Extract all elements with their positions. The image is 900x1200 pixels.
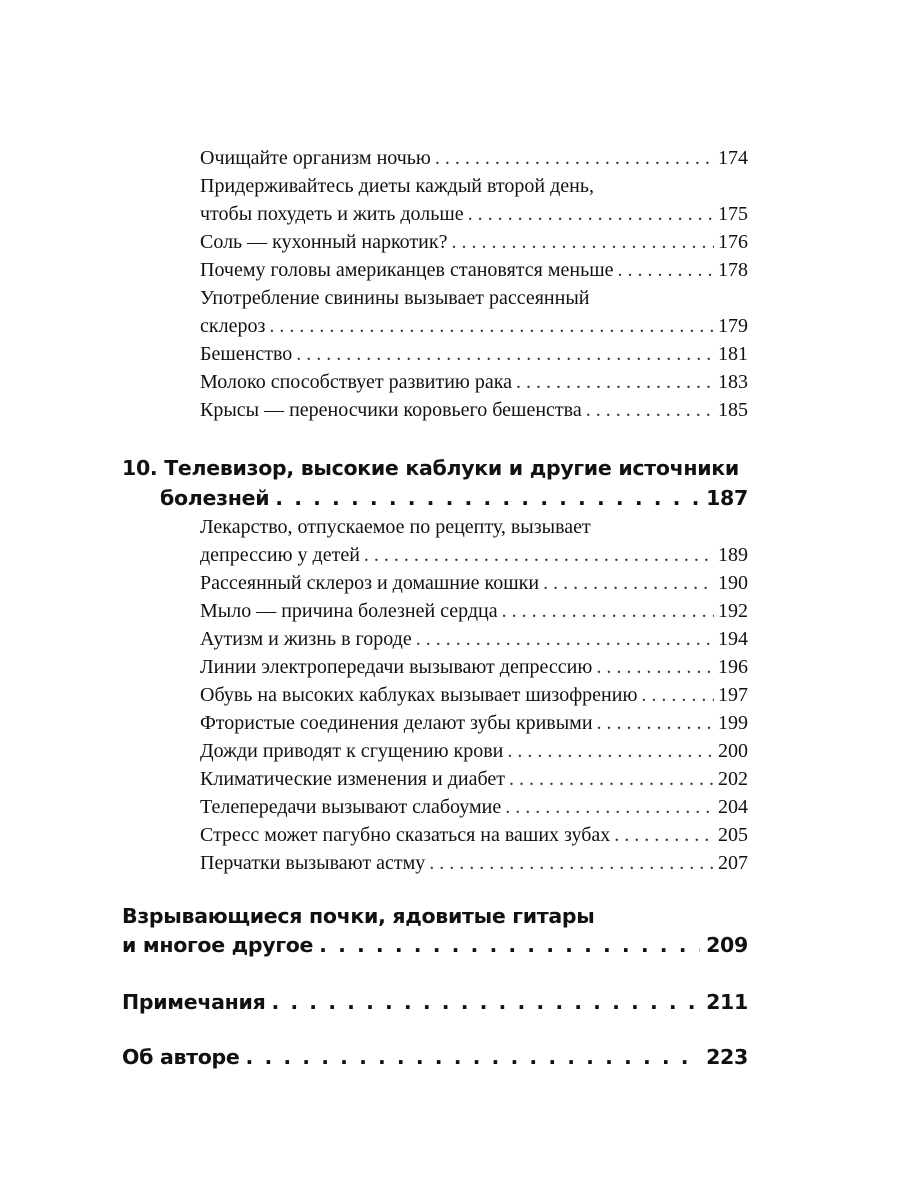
- toc-entry-title: Бешенство: [200, 343, 293, 365]
- dot-leader: [275, 482, 700, 514]
- dot-leader: [586, 396, 714, 424]
- dot-leader: [429, 849, 714, 877]
- toc-entry: [200, 765, 748, 793]
- toc-page-number: 187: [706, 486, 748, 510]
- toc-entry: [200, 569, 748, 597]
- chapter-heading: [122, 986, 748, 1018]
- toc-entry: [200, 653, 748, 681]
- toc-entry-title: Дожди приводят к сгущению крови: [200, 740, 504, 762]
- toc-entry: [200, 396, 748, 424]
- toc-entry-title: склероз: [200, 315, 266, 337]
- toc-entry-title: Фтористые соединения делают зубы кривыми: [200, 712, 593, 734]
- dot-leader: [597, 709, 714, 737]
- dot-leader: [296, 340, 714, 368]
- dot-leader: [416, 625, 714, 653]
- toc-page-number: 211: [706, 990, 748, 1014]
- toc-entry-title: Аутизм и жизнь в городе: [200, 628, 412, 650]
- toc-entry: [200, 681, 748, 709]
- chapter-heading-title: и многое другое: [122, 933, 314, 957]
- toc-entry: [200, 597, 748, 625]
- toc-entry-title: Соль — кухонный наркотик?: [200, 231, 448, 253]
- dot-leader: [543, 569, 714, 597]
- toc-entry: [200, 737, 748, 765]
- toc-page-number: 205: [718, 824, 748, 846]
- chapter-heading-title: болезней: [160, 486, 270, 510]
- toc-entry: [200, 144, 748, 172]
- toc-entry: [200, 368, 748, 396]
- toc-page-number: 185: [718, 399, 748, 421]
- toc-page-number: 183: [718, 371, 748, 393]
- toc-entry-title: Перчатки вызывают астму: [200, 852, 426, 874]
- toc-page-number: 223: [706, 1045, 748, 1069]
- toc-entry: [200, 312, 748, 340]
- dot-leader: [614, 821, 714, 849]
- chapter-heading-first-line: Взрывающиеся почки, ядовитые гитары: [122, 904, 595, 928]
- toc-page-number: 207: [718, 852, 748, 874]
- chapter-heading-title: Примечания: [122, 990, 266, 1014]
- chapter-heading-first-line: 10. Телевизор, высокие каблуки и другие источники: [122, 456, 739, 480]
- dot-leader: [319, 929, 700, 961]
- toc-entry-first-line: Лекарство, отпускаемое по рецепту, вызывает: [200, 516, 591, 538]
- toc-entry: [200, 849, 748, 877]
- toc-page-number: 194: [718, 628, 748, 650]
- toc-entry-title: Рассеянный склероз и домашние кошки: [200, 572, 540, 594]
- dot-leader: [509, 765, 714, 793]
- toc-entry-title: депрессию у детей: [200, 544, 360, 566]
- chapter-heading: [122, 482, 748, 514]
- toc-entry-title: Молоко способствует развитию рака: [200, 371, 513, 393]
- dot-leader: [246, 1041, 701, 1073]
- toc-page-number: 199: [718, 712, 748, 734]
- toc-page-number: 179: [718, 315, 748, 337]
- toc-entry-title: Почему головы американцев становятся меньше: [200, 259, 614, 281]
- toc-page-number: 181: [718, 343, 748, 365]
- toc-page-number: 202: [718, 768, 748, 790]
- toc-entry: [200, 200, 748, 228]
- dot-leader: [617, 256, 714, 284]
- toc-entry: [200, 625, 748, 653]
- toc-page-number: 192: [718, 600, 748, 622]
- dot-leader: [502, 597, 714, 625]
- toc-entry-title: Очищайте организм ночью: [200, 147, 431, 169]
- toc-page-number: 197: [718, 684, 748, 706]
- toc-entry-title: Телепередачи вызывают слабоумие: [200, 796, 502, 818]
- toc-entry-title: Мыло — причина болезней сердца: [200, 600, 498, 622]
- toc-page-number: 204: [718, 796, 748, 818]
- toc-entry-first-line: Придерживайтесь диеты каждый второй день,: [200, 175, 594, 197]
- dot-leader: [269, 312, 714, 340]
- toc-entry-title: Крысы — переносчики коровьего бешенства: [200, 399, 582, 421]
- toc-page-number: 176: [718, 231, 748, 253]
- toc-page-number: 189: [718, 544, 748, 566]
- toc-page-number: 200: [718, 740, 748, 762]
- toc-entry-first-line: Употребление свинины вызывает рассеянный: [200, 287, 590, 309]
- dot-leader: [451, 228, 714, 256]
- toc-entry: [200, 793, 748, 821]
- toc-entry: [200, 256, 748, 284]
- toc-entry-title: Линии электропередачи вызывают депрессию: [200, 656, 593, 678]
- dot-leader: [468, 200, 714, 228]
- dot-leader: [641, 681, 714, 709]
- dot-leader: [435, 144, 714, 172]
- dot-leader: [596, 653, 714, 681]
- toc-entry-title: Стресс может пагубно сказаться на ваших зубах: [200, 824, 611, 846]
- toc-entry-title: чтобы похудеть и жить дольше: [200, 203, 464, 225]
- toc-page-number: 190: [718, 572, 748, 594]
- toc-entry: [200, 821, 748, 849]
- toc-page-number: 178: [718, 259, 748, 281]
- chapter-heading: [122, 1041, 748, 1073]
- chapter-heading: [122, 929, 748, 961]
- dot-leader: [516, 368, 714, 396]
- toc-page-number: 196: [718, 656, 748, 678]
- toc-entry-title: Климатические изменения и диабет: [200, 768, 505, 790]
- dot-leader: [507, 737, 714, 765]
- toc-entry: [200, 228, 748, 256]
- toc-page-number: 209: [706, 933, 748, 957]
- toc-entry-title: Обувь на высоких каблуках вызывает шизофрению: [200, 684, 638, 706]
- dot-leader: [505, 793, 714, 821]
- chapter-heading-title: Об авторе: [122, 1045, 240, 1069]
- toc-entry: [200, 541, 748, 569]
- dot-leader: [364, 541, 714, 569]
- toc-page-number: 174: [718, 147, 748, 169]
- dot-leader: [271, 986, 700, 1018]
- toc-page-number: 175: [718, 203, 748, 225]
- toc-entry: [200, 340, 748, 368]
- toc-entry: [200, 709, 748, 737]
